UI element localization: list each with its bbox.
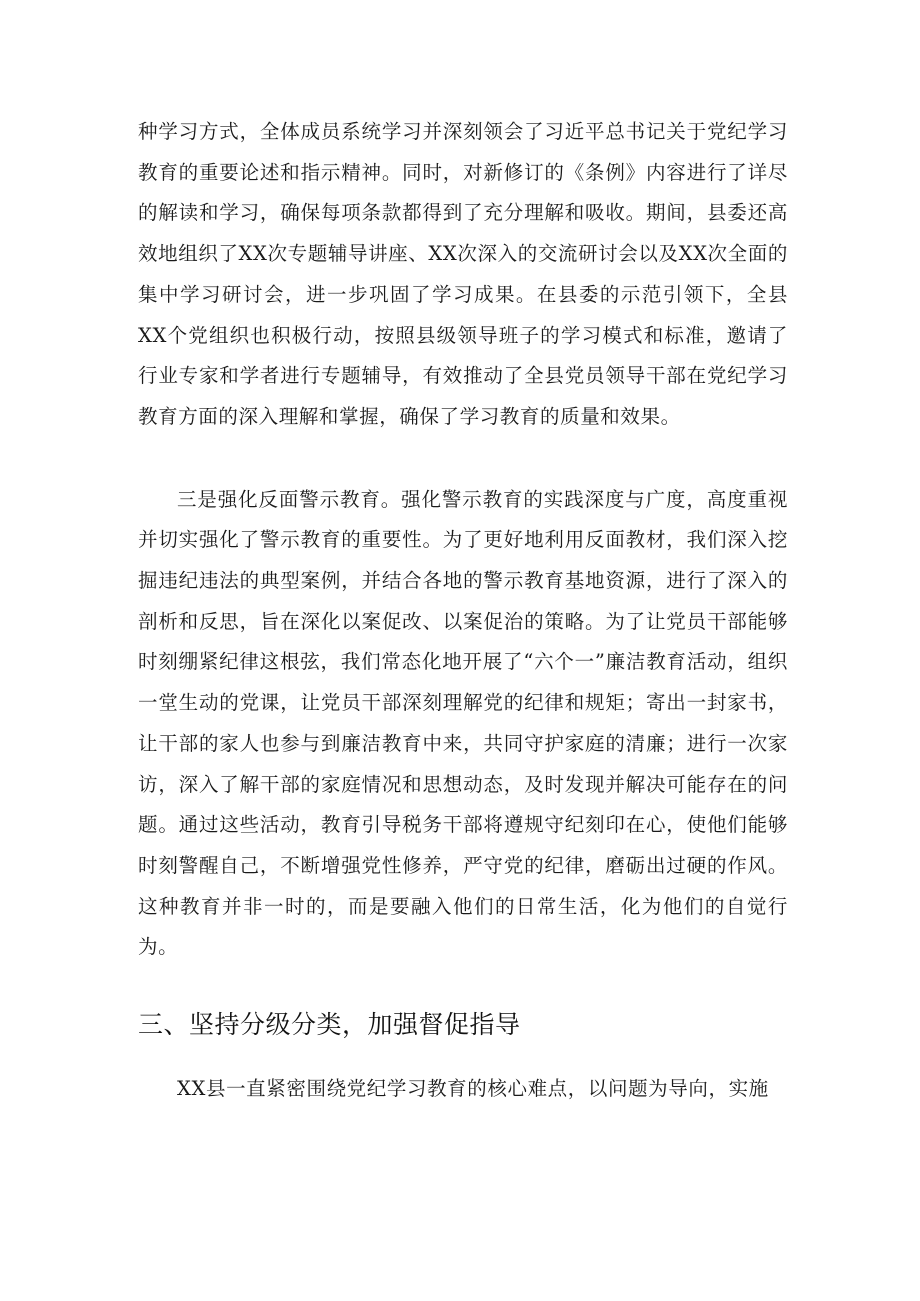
body-paragraph-study-methods: 种学习方式，全体成员系统学习并深刻领会了习近平总书记关于党纪学习教育的重要论述和指示精神。同时，对新修订的《条例》内容进行了详尽的解读和学习，确保每项条款都得到了充分理解和吸收。期间，县委还高效地组织了XX次专题辅导讲座、XX次深入的交流研讨会以及XX次全面的集中学习研讨会，进一步巩固了学习成果。在县委的示范引领下，全县XX个党组织也积极行动，按照县级领导班子的学习模式和标准，邀请了行业专家和学者进行专题辅导，有效推动了全县党员领导干部在党纪学习教育方面的深入理解和掌握，确保了学习教育的质量和效果。 xyxy=(138,120,788,428)
document-body xyxy=(138,112,788,1110)
body-paragraph-county-focus: XX县一直紧密围绕党纪学习教育的核心难点，以问题为导向，实施 xyxy=(177,1077,769,1101)
body-paragraph-warning-education: 三是强化反面警示教育。强化警示教育的实践深度与广度，高度重视并切实强化了警示教育的重要性。为了更好地利用反面教材，我们深入挖掘违纪违法的典型案例，并结合各地的警示教育基地资源，进行了深入的剖析和反思，旨在深化以案促改、以案促治的策略。为了让党员干部能够时刻绷紧纪律这根弦，我们常态化地开展了“六个一”廉洁教育活动，组织一堂生动的党课，让党员干部深刻理解党的纪律和规矩；寄出一封家书，让干部的家人也参与到廉洁教育中来，共同守护家庭的清廉；进行一次家访，深入了解干部的家庭情况和思想动态，及时发现并解决可能存在的问题。通过这些活动，教育引导税务干部将遵规守纪刻印在心，使他们能够时刻警醒自己，不断增强党性修养，严守党的纪律，磨砺出过硬的作风。这种教育并非一时的，而是要融入他们的日常生活，化为他们的自觉行为。 xyxy=(138,487,788,959)
section-heading: 三、坚持分级分类，加强督促指导 xyxy=(138,1010,521,1040)
